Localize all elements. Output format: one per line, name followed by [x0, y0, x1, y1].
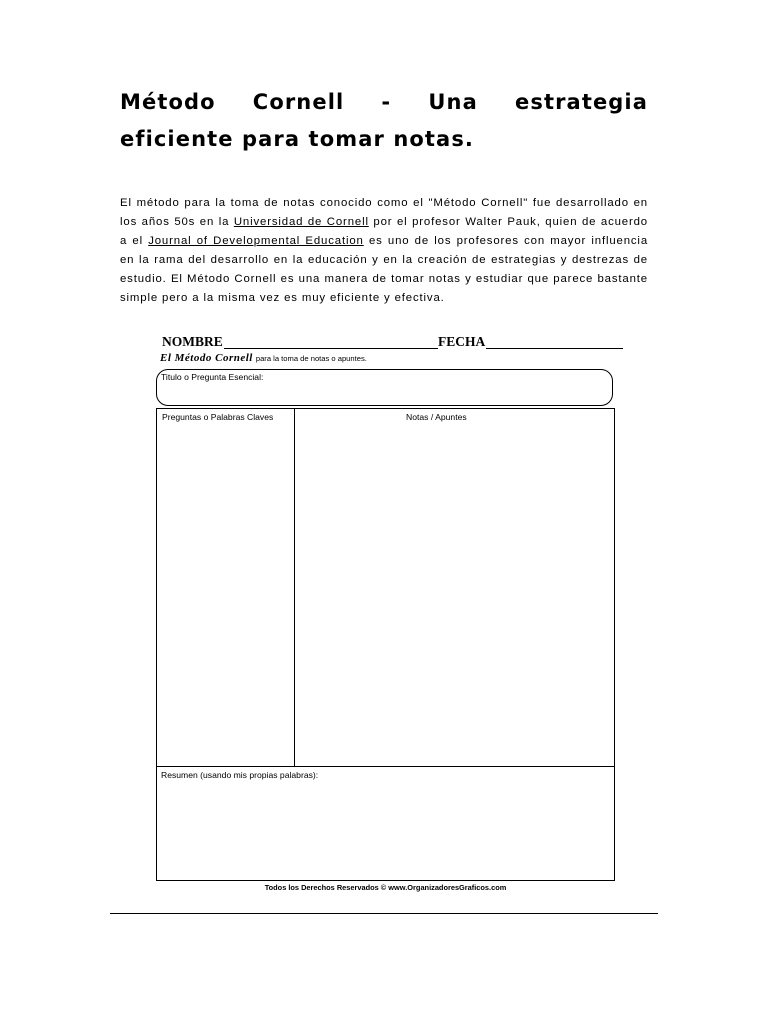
title-question-box: [156, 369, 613, 406]
cues-column-label: Preguntas o Palabras Claves: [162, 412, 274, 422]
notes-column-label: Notas / Apuntes: [406, 412, 467, 422]
worksheet-footer: Todos los Derechos Reservados © www.OrganizadoresGraficos.com: [264, 883, 507, 892]
page-bottom-rule: [110, 913, 658, 914]
column-divider: [294, 409, 295, 766]
intro-text-3: es uno de los profesores con mayor influencia en la rama del desarrollo en la educación y en la creación de estrategias y destrezas de estudio. El Método Cornell es una manera de tomar notas y estudiar que parece bastante simple pero a la misma vez es muy eficiente y efectiva.: [120, 235, 649, 304]
summary-label: Resumen (usando mis propias palabras):: [161, 770, 319, 780]
summary-divider: [157, 766, 614, 767]
intro-text-1: El método para la toma de notas conocido como el "Método Cornell" fue desarrollado en los años 50s en la: [120, 197, 648, 228]
intro-paragraph: [120, 194, 648, 308]
date-line: [486, 348, 623, 349]
cornell-notes-grid: [156, 408, 615, 881]
worksheet-subtitle-rest: para la toma de notas o apuntes.: [255, 354, 367, 363]
date-label: FECHA: [438, 334, 486, 349]
name-label: NOMBRE: [162, 334, 223, 349]
name-line: [224, 348, 438, 349]
page-title: Método Cornell - Una estrategia eficiente para tomar notas.: [120, 90, 648, 151]
intro-text-2: por el profesor Walter Pauk, quien de acuerdo a el: [120, 216, 648, 247]
worksheet-name-date-row: [162, 334, 624, 352]
worksheet-subtitle-script: El Método Cornell: [160, 352, 253, 364]
title-question-label: Titulo o Pregunta Esencial:: [161, 372, 264, 382]
worksheet-subtitle: [160, 352, 620, 366]
cornell-university-link[interactable]: Universidad de Cornell: [233, 216, 369, 228]
journal-link[interactable]: Journal of Developmental Education: [148, 235, 364, 247]
